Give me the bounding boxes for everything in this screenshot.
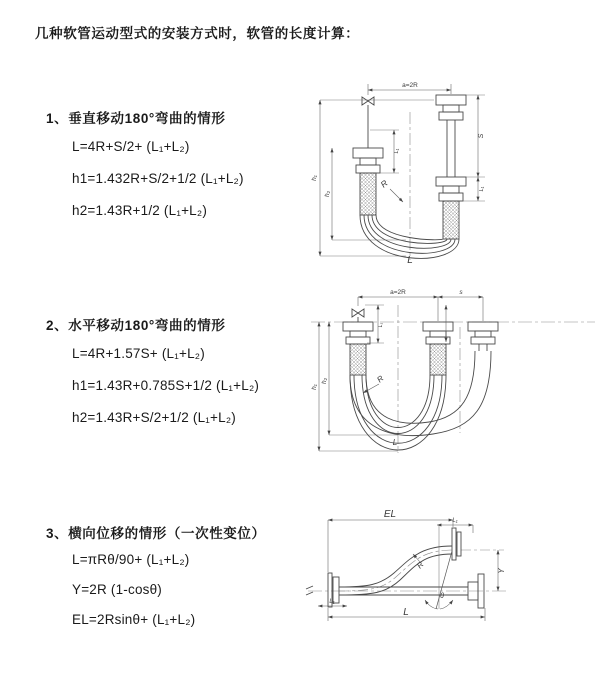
dim-label-L: L: [392, 438, 398, 447]
diagram-lateral-displacement: [298, 505, 600, 645]
section-3-formula-EL: EL=2Rsinθ+ (L₁+L₂): [72, 612, 196, 627]
piping: [343, 309, 498, 450]
diagram-horizontal-180-bend: [305, 285, 600, 457]
radius-label: R: [375, 373, 386, 385]
section-2-formula-h1: h1=1.43R+0.785S+1/2 (L₁+L₂): [72, 378, 260, 393]
dimension-lines: [318, 520, 498, 621]
dimension-lines: [320, 84, 485, 256]
section-1-heading: 1、垂直移动180°弯曲的情形: [46, 111, 226, 126]
dim-label-s: S: [478, 133, 485, 139]
braided-hose-section: [360, 173, 376, 215]
dim-label-l1-flange: L₁: [394, 148, 400, 154]
dim-label-l1-right: L₁: [479, 186, 485, 192]
section-2-formula-L: L=4R+1.57S+ (L₁+L₂): [72, 346, 205, 361]
valve-icon: [352, 309, 364, 317]
section-1-formula-L: L=4R+S/2+ (L₁+L₂): [72, 139, 190, 154]
dim-label-l1-top: L₁: [452, 518, 458, 524]
dim-label-l1-bottom: L₁: [329, 599, 335, 605]
section-2-formula-h2: h2=1.43R+S/2+1/2 (L₁+L₂): [72, 410, 236, 425]
dimension-lines: [319, 297, 483, 451]
dim-label-EL: EL: [383, 509, 397, 520]
section-1-formula-h2: h2=1.43R+1/2 (L₁+L₂): [72, 203, 208, 218]
radius-label: R: [378, 177, 390, 190]
section-1-formula-h1: h1=1.432R+S/2+1/2 (L₁+L₂): [72, 171, 244, 186]
dim-label-h1: h₁: [311, 175, 318, 181]
dim-label-s: s: [459, 289, 463, 296]
braided-hose-section: [430, 344, 446, 375]
hose-u-bend-position-2: [350, 351, 491, 436]
dim-label-h2: h₂: [324, 190, 331, 198]
dim-label-a2r: a=2R: [402, 82, 418, 89]
dim-label-Y: Y: [497, 568, 506, 574]
section-3-heading: 3、横向位移的情形（一次性变位）: [46, 526, 266, 541]
dim-label-h2: h₂: [321, 377, 328, 385]
diagram-vertical-180-bend: [306, 70, 596, 265]
section-3-formula-L: L=πRθ/90+ (L₁+L₂): [72, 552, 190, 567]
angle-label-theta: θ: [440, 593, 444, 600]
centerline-break-mark: [306, 586, 313, 595]
dim-label-a2r: a=2R: [390, 289, 406, 296]
centerlines: [308, 550, 506, 591]
dim-label-L: L: [407, 255, 413, 265]
valve-icon: [362, 97, 374, 105]
dim-label-L: L: [403, 607, 409, 618]
dim-label-l1-flange: L₁: [378, 322, 384, 328]
dim-label-h1: h₁: [311, 384, 318, 390]
piping: [353, 95, 466, 258]
top-right-flange: [452, 528, 456, 560]
page-title: 几种软管运动型式的安装方式时，软管的长度计算：: [35, 26, 360, 41]
hose-s-curve: [339, 546, 452, 595]
radius-label: R: [415, 560, 426, 571]
section-3-formula-Y: Y=2R (1-cosθ): [72, 582, 163, 597]
section-2-heading: 2、水平移动180°弯曲的情形: [46, 318, 226, 333]
radius-line: [436, 551, 452, 609]
braided-hose-section: [350, 344, 366, 375]
braided-hose-section: [443, 201, 459, 239]
piping: [306, 528, 484, 608]
